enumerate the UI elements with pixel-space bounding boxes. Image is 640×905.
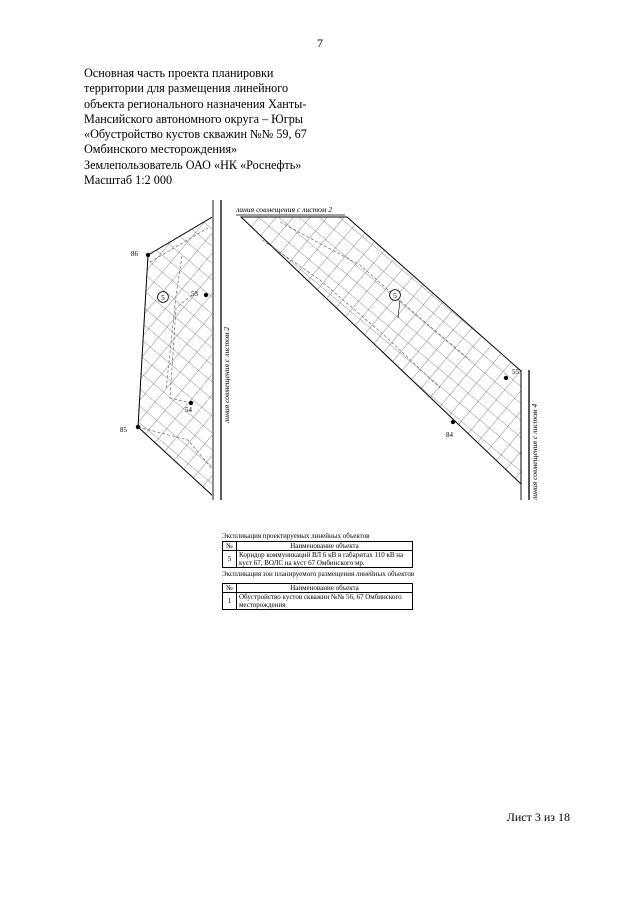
zones-caption: Экспликация зон планируемого размещения линейных объектов bbox=[222, 570, 415, 578]
point-label-86: 86 bbox=[131, 250, 138, 258]
boundary-point-85 bbox=[136, 425, 140, 429]
match-line-top-label: линия совмещения с листом 2 bbox=[236, 205, 333, 214]
row-number: 1 bbox=[223, 593, 237, 610]
row-object-name: Обустройство кустов скважин №№ 56, 67 Омбинского месторождения bbox=[237, 593, 413, 610]
row-object-name: Коридор коммуникаций ВЛ 6 кВ в габаритах 110 кВ на куст 67, ВОЛС на куст 67 Омбинского мр. bbox=[237, 551, 413, 568]
table-header-row bbox=[223, 542, 413, 551]
scale-line: Масштаб 1:2 000 bbox=[84, 173, 173, 188]
boundary-point-84 bbox=[451, 420, 455, 424]
table-header-row bbox=[223, 584, 413, 593]
right-corridor-fragment bbox=[241, 217, 521, 484]
boundary-point-53 bbox=[204, 293, 208, 297]
point-label-84: 84 bbox=[446, 431, 453, 439]
sheet-counter: Лист 3 из 18 bbox=[506, 810, 570, 824]
linear-objects-caption: Экспликация проектируемых линейных объектов bbox=[222, 532, 370, 540]
point-label-54: 54 bbox=[185, 406, 192, 414]
title-line: объекта регионального назначения Ханты- bbox=[84, 96, 307, 111]
zone-marker-left: 5 bbox=[161, 293, 165, 302]
landowner-line: Землепользователь ОАО «НК «Роснефть» bbox=[84, 157, 302, 172]
title-line: Мансийского автономного округа – Югры bbox=[84, 111, 303, 126]
boundary-point-86 bbox=[146, 253, 150, 257]
legend-block bbox=[222, 532, 420, 610]
row-number: 5 bbox=[223, 551, 237, 568]
point-label-53: 53 bbox=[191, 290, 198, 298]
table-row bbox=[223, 593, 413, 610]
linear-objects-table bbox=[222, 541, 413, 568]
point-label-85: 85 bbox=[120, 426, 127, 434]
title-line: Омбинского месторождения» bbox=[84, 142, 238, 157]
column-header-name: Наименование объекта bbox=[237, 584, 413, 593]
title-line: территории для размещения линейного bbox=[84, 81, 289, 96]
column-header-number: № bbox=[223, 584, 237, 593]
zone-marker-right: 5 bbox=[393, 291, 397, 300]
left-corridor-fragment bbox=[138, 216, 214, 497]
column-header-number: № bbox=[223, 542, 237, 551]
match-line-left-label: линия совмещения с листом 2 bbox=[222, 326, 231, 423]
title-line: Основная часть проекта планировки bbox=[84, 66, 274, 80]
boundary-point-55 bbox=[504, 376, 508, 380]
column-header-name: Наименование объекта bbox=[237, 542, 413, 551]
zones-table bbox=[222, 583, 413, 610]
point-label-55: 55 bbox=[512, 368, 519, 376]
page-number: 7 bbox=[317, 36, 323, 50]
match-line-right-label: линия совмещения с листом 4 bbox=[530, 403, 539, 500]
table-row bbox=[223, 551, 413, 568]
title-line: «Обустройство кустов скважин №№ 59, 67 bbox=[84, 127, 307, 142]
boundary-point-54 bbox=[189, 401, 193, 405]
